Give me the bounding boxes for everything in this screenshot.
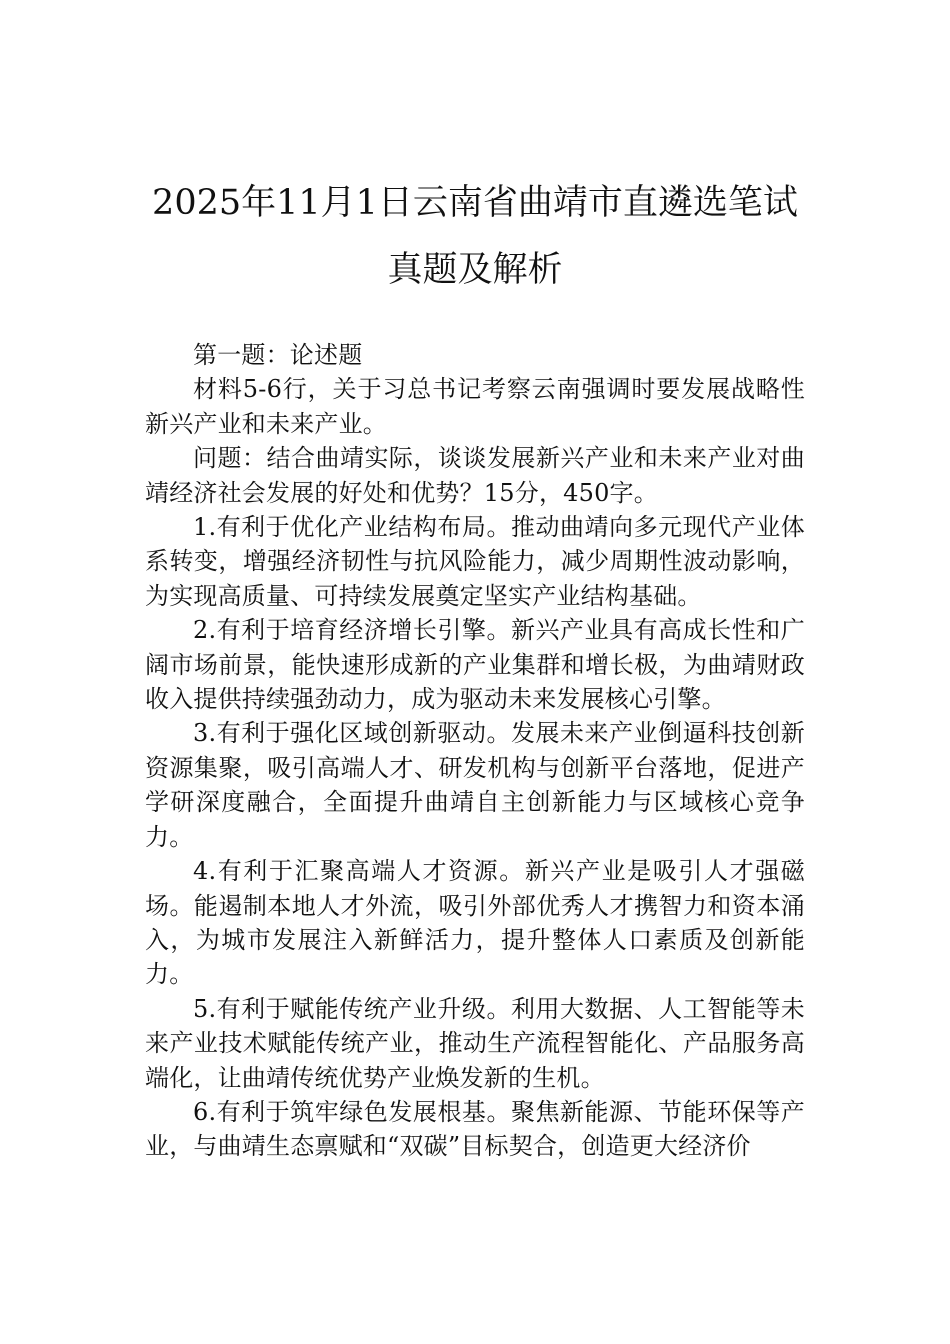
answer-point-5: 5.有利于赋能传统产业升级。利用大数据、人工智能等未来产业技术赋能传统产业，推动生产流程智能化、产品服务高端化，让曲靖传统优势产业焕发新的生机。 [145,994,805,1092]
answer-point-1: 1.有利于优化产业结构布局。推动曲靖向多元现代产业体系转变，增强经济韧性与抗风险能力，减少周期性波动影响，为实现高质量、可持续发展奠定坚实产业结构基础。 [145,513,805,610]
answer-point-2: 2.有利于培育经济增长引擎。新兴产业具有高成长性和广阔市场前景，能快速形成新的产业集群和增长极，为曲靖财政收入提供持续强劲动力，成为驱动未来发展核心引擎。 [145,616,805,714]
document-title-line-1: 2025年11月1日云南省曲靖市直遴选笔试 [152,183,798,223]
answer-point-4: 4.有利于汇聚高端人才资源。新兴产业是吸引人才强磁场。能遏制本地人才外流，吸引外部优秀人才携智力和资本涌入，为城市发展注入新鲜活力，提升整体人口素质及创新能力。 [145,857,805,989]
answer-point-6: 6.有利于筑牢绿色发展根基。聚焦新能源、节能环保等产业，与曲靖生态禀赋和“双碳”目标契合，创造更大经济价 [145,1097,805,1161]
document-body [145,338,805,1164]
section-heading: 第一题：论述题 [193,341,363,369]
question-paragraph: 问题：结合曲靖实际，谈谈发展新兴产业和未来产业对曲靖经济社会发展的好处和优势？15分，450字。 [145,444,805,507]
answer-point-3: 3.有利于强化区域创新驱动。发展未来产业倒逼科技创新资源集聚，吸引高端人才、研发机构与创新平台落地，促进产学研深度融合，全面提升曲靖自主创新能力与区域核心竞争力。 [145,719,805,851]
material-paragraph: 材料5-6行，关于习总书记考察云南强调时要发展战略性新兴产业和未来产业。 [145,375,805,438]
document-title-line-2: 真题及解析 [387,250,563,290]
